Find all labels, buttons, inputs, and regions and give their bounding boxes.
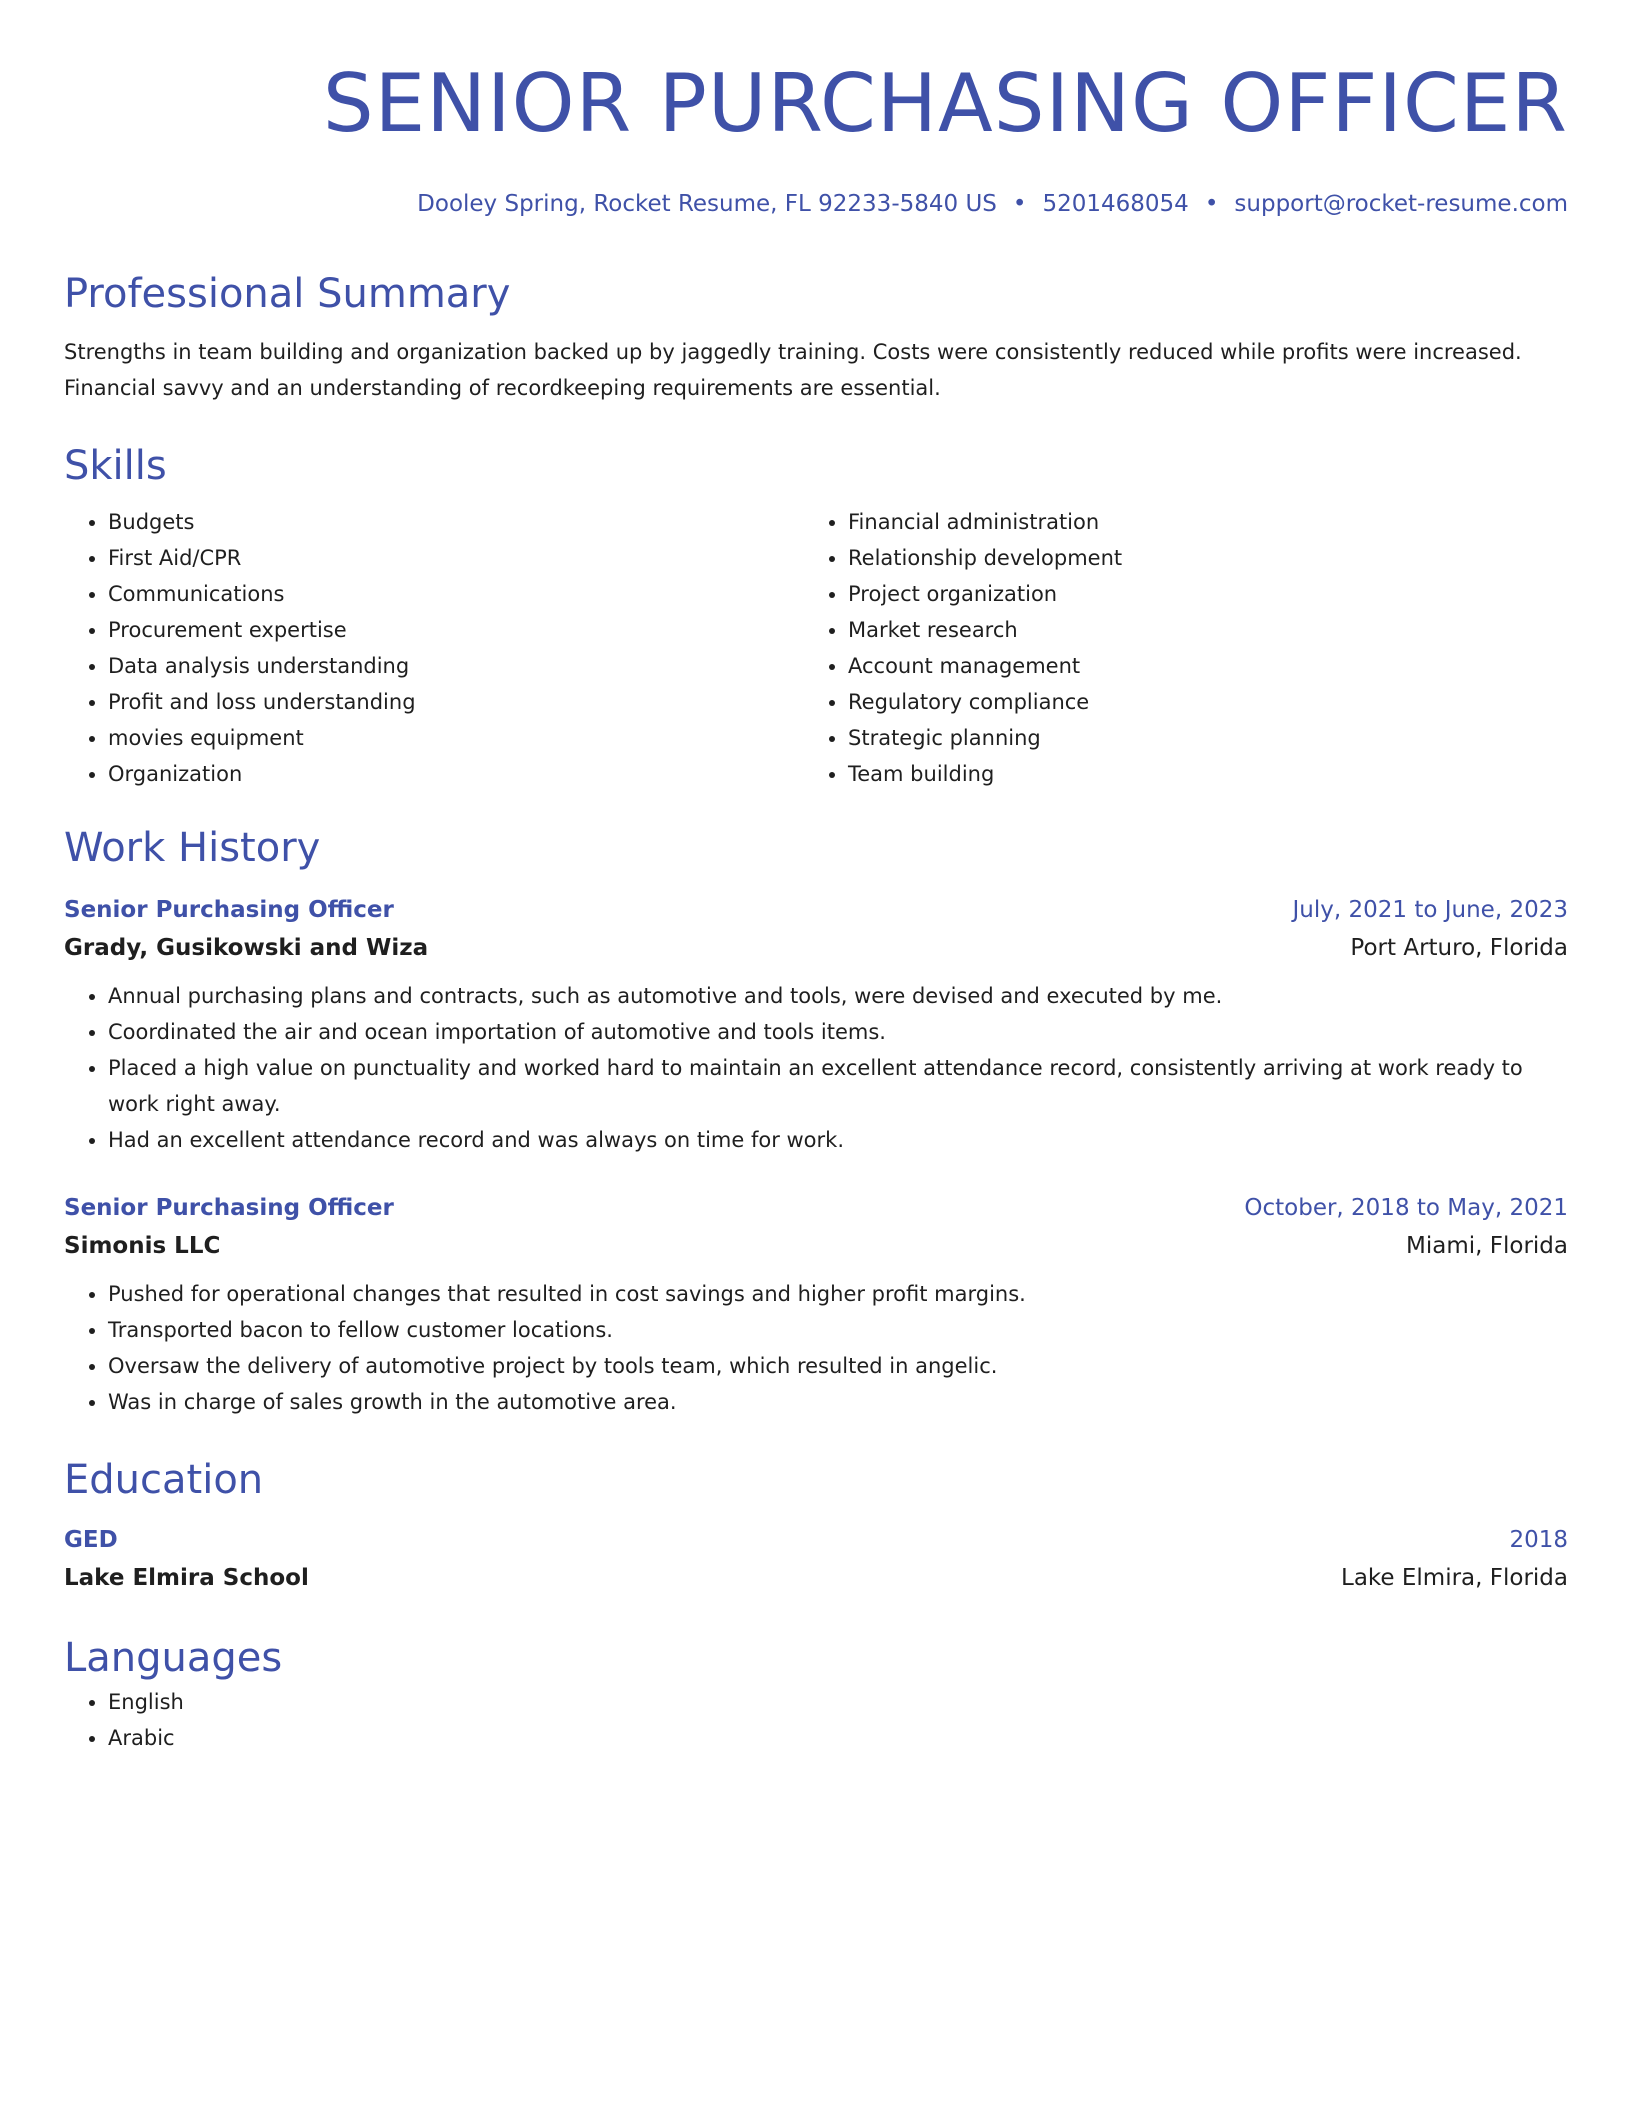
- job-bullets: [64, 978, 1568, 1158]
- education-school-row: [64, 1558, 1568, 1598]
- job-location: Port Arturo, Florida: [1350, 935, 1568, 961]
- contact-separator: •: [1012, 191, 1027, 217]
- skills-list-right: [804, 504, 1568, 792]
- skill-item: • Budgets: [108, 504, 804, 540]
- job-employer: Grady, Gusikowski and Wiza: [64, 935, 429, 961]
- skill-item: • Profit and loss understanding: [108, 684, 804, 720]
- job-title: Senior Purchasing Officer: [64, 897, 394, 923]
- skill-item: • First Aid/CPR: [108, 540, 804, 576]
- summary-text: Strengths in team building and organization backed up by jaggedly training. Costs were consistently reduced while profits were increased. Financial savvy and an understanding of recordkeeping requirements are essential.: [64, 340, 1522, 400]
- education-heading: Education: [64, 1457, 264, 1503]
- skill-item: • Market research: [848, 612, 1568, 648]
- job-bullet: • Was in charge of sales growth in the automotive area.: [108, 1384, 1568, 1420]
- job-entry: [64, 1190, 1568, 1420]
- skill-item: • Financial administration: [848, 504, 1568, 540]
- language-item: • Arabic: [108, 1720, 1568, 1756]
- education-location: Lake Elmira, Florida: [1341, 1565, 1568, 1591]
- job-bullet: • Coordinated the air and ocean importation of automotive and tools items.: [108, 1014, 1568, 1050]
- job-employer: Simonis LLC: [64, 1233, 221, 1259]
- job-title-row: [64, 892, 1568, 928]
- language-item: • English: [108, 1684, 1568, 1720]
- skill-item: • Account management: [848, 648, 1568, 684]
- skill-item: • Communications: [108, 576, 804, 612]
- education-degree: GED: [64, 1527, 118, 1553]
- education-school: Lake Elmira School: [64, 1565, 309, 1591]
- skill-item: • Relationship development: [848, 540, 1568, 576]
- skill-item: • Regulatory compliance: [848, 684, 1568, 720]
- job-bullet: • Pushed for operational changes that resulted in cost savings and higher profit margins.: [108, 1276, 1568, 1312]
- job-bullet: • Annual purchasing plans and contracts, such as automotive and tools, were devised and executed by me.: [108, 978, 1568, 1014]
- job-location: Miami, Florida: [1406, 1233, 1568, 1259]
- job-bullet: • Placed a high value on punctuality and worked hard to maintain an excellent attendance record, consistently arriving at work ready to work right away.: [108, 1050, 1568, 1122]
- skill-item: • Project organization: [848, 576, 1568, 612]
- work-history-heading: Work History: [64, 825, 321, 871]
- education-degree-row: [64, 1522, 1568, 1558]
- contact-separator: •: [1204, 191, 1219, 217]
- summary-heading: Professional Summary: [64, 271, 511, 317]
- contact-phone: 5201468054: [1042, 191, 1189, 217]
- job-title-row: [64, 1190, 1568, 1226]
- languages-heading: Languages: [64, 1635, 283, 1681]
- skill-item: • Team building: [848, 756, 1568, 792]
- skills-heading: Skills: [64, 443, 167, 489]
- job-dates: October, 2018 to May, 2021: [1244, 1195, 1568, 1221]
- job-employer-row: [64, 1226, 1568, 1266]
- education-year: 2018: [1509, 1527, 1568, 1553]
- skill-item: • Data analysis understanding: [108, 648, 804, 684]
- skills-list-left: [64, 504, 804, 792]
- skill-item: • Organization: [108, 756, 804, 792]
- job-entry: [64, 892, 1568, 1158]
- skill-item: • movies equipment: [108, 720, 804, 756]
- skill-item: • Strategic planning: [848, 720, 1568, 756]
- education-entry: [64, 1522, 1568, 1598]
- job-bullet: • Transported bacon to fellow customer locations.: [108, 1312, 1568, 1348]
- resume-name: SENIOR PURCHASING OFFICER: [322, 57, 1568, 150]
- contact-line: [64, 188, 1568, 220]
- languages-list: [64, 1684, 1568, 1756]
- job-dates: July, 2021 to June, 2023: [1292, 897, 1568, 923]
- contact-email: support@rocket-resume.com: [1234, 191, 1568, 217]
- job-employer-row: [64, 928, 1568, 968]
- job-bullet: • Oversaw the delivery of automotive project by tools team, which resulted in angelic.: [108, 1348, 1568, 1384]
- skills-grid: [64, 504, 1568, 792]
- job-bullets: [64, 1276, 1568, 1420]
- resume-header: [64, 56, 1568, 220]
- job-bullet: • Had an excellent attendance record and was always on time for work.: [108, 1122, 1568, 1158]
- job-title: Senior Purchasing Officer: [64, 1195, 394, 1221]
- skill-item: • Procurement expertise: [108, 612, 804, 648]
- contact-address: Dooley Spring, Rocket Resume, FL 92233-5840 US: [417, 191, 997, 217]
